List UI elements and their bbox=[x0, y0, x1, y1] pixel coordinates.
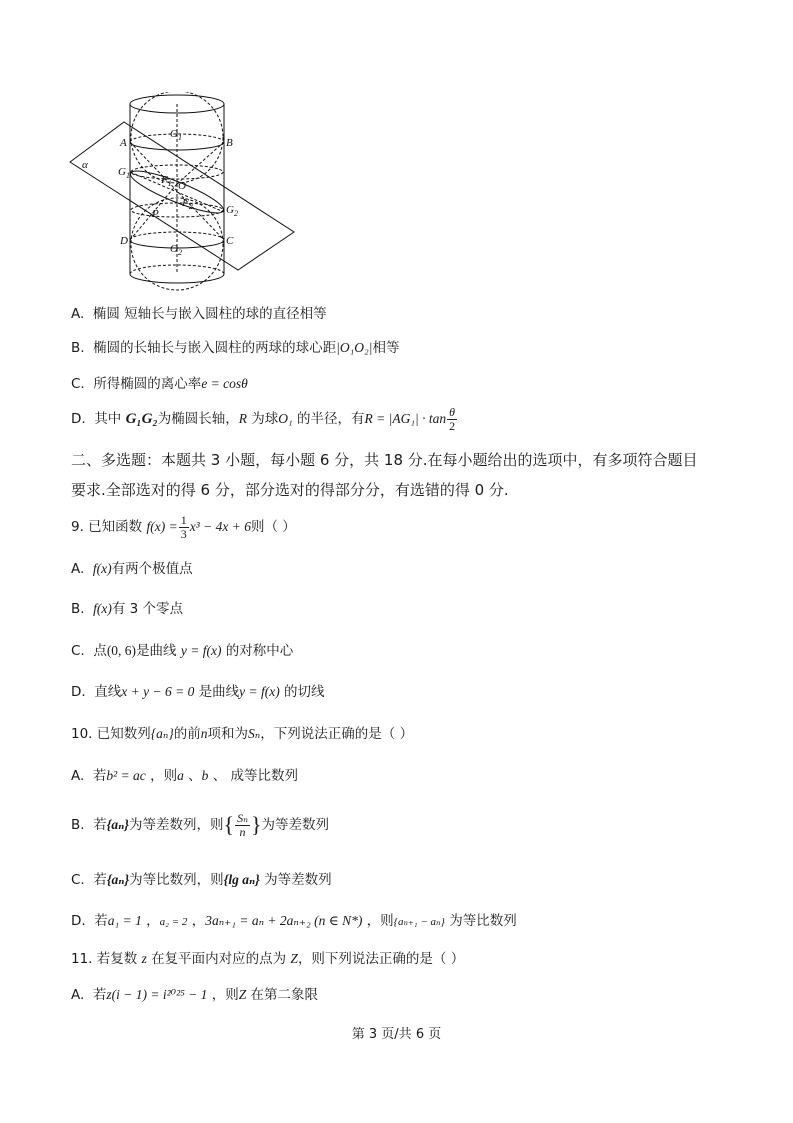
q9-option-a[interactable]: A. f(x)有两个极值点 bbox=[71, 561, 193, 577]
cylinder-figure bbox=[68, 92, 298, 292]
svg-text:O1: $O_1$ bbox=[170, 128, 182, 142]
label-P: P bbox=[152, 208, 159, 220]
label-O1: O bbox=[170, 128, 178, 140]
q10-option-c[interactable]: C. 若{aₙ}为等比数列，则{lg aₙ} 为等差数列 bbox=[71, 872, 332, 888]
label-C: C bbox=[226, 235, 234, 247]
page-footer: 第 3 页/共 6 页 bbox=[351, 1027, 442, 1042]
q10-stem: 10. 已知数列{aₙ}的前n项和为Sₙ，下列说法正确的是（ ） bbox=[71, 726, 414, 742]
label-O2: O bbox=[170, 243, 178, 255]
label-O: O bbox=[178, 180, 186, 192]
q9-option-d[interactable]: D. 直线x + y − 6 = 0 是曲线y = f(x) 的切线 bbox=[71, 684, 325, 700]
q10-option-a[interactable]: A. 若b² = ac ，则a 、b 、 成等比数列 bbox=[71, 768, 298, 784]
svg-text:G1: $G_1$ bbox=[118, 166, 130, 180]
section-2-heading-line2: 要求.全部选对的得 6 分，部分选对的得部分分，有选错的得 0 分. bbox=[71, 481, 509, 499]
q8-option-b[interactable]: B. 椭圆的长轴长与嵌入圆柱的两球的球心距|O₁O₂|相等 bbox=[71, 340, 400, 356]
q10-option-d[interactable]: D. 若a₁ = 1 ，a₂ = 2 ，3aₙ₊₁ = aₙ + 2aₙ₊₂ (n ∈ N*) ，则{aₙ₊₁ − aₙ} 为等比数列 bbox=[71, 913, 517, 929]
label-alpha: α bbox=[82, 159, 88, 171]
q9-option-c[interactable]: C. 点(0, 6)是曲线 y = f(x) 的对称中心 bbox=[71, 643, 294, 659]
label-G2: G bbox=[226, 204, 234, 216]
q11-stem: 11. 若复数 z 在复平面内对应的点为 Z，则下列说法正确的是（ ） bbox=[71, 951, 465, 967]
q9-stem: 9. 已知函数 f(x) = $\frac{1}{3}$ x³ − 4x + 6则（ ） bbox=[71, 513, 296, 541]
label-B: B bbox=[226, 137, 233, 149]
q10-option-b[interactable]: B. 若{aₙ}为等差数列，则{ $\frac{\text{Sₙ}}{n}$ }为等差数列 bbox=[71, 811, 329, 839]
q8-option-d[interactable]: D. 其中 G₁G₂为椭圆长轴，R 为球O₁ 的半径，有R = |AG₁| · tan $\frac{\theta}{2}$ bbox=[71, 405, 456, 433]
svg-text:O2: $O_2$ bbox=[170, 243, 182, 257]
q9-option-b[interactable]: B. f(x)有 3 个零点 bbox=[71, 601, 184, 617]
svg-text:F1: $F_1$ bbox=[161, 174, 172, 188]
label-A: A bbox=[120, 137, 127, 149]
q11-option-a[interactable]: A. 若z(i − 1) = i²⁰²⁵ − 1 ，则Z 在第二象限 bbox=[71, 987, 319, 1003]
fraction-theta-over-2: $\frac{\theta}{2}$ bbox=[449, 405, 456, 433]
svg-text:G2: $G_2$ bbox=[226, 204, 238, 218]
label-D: D bbox=[120, 235, 128, 247]
svg-text:F2: $F_2$ bbox=[182, 197, 193, 211]
label-G1: G bbox=[118, 166, 126, 178]
q8-option-a[interactable]: A. 椭圆 短轴长与嵌入圆柱的球的直径相等 bbox=[71, 306, 327, 322]
q8-option-c[interactable]: C. 所得椭圆的离心率e = cosθ bbox=[71, 376, 248, 392]
label-F2: F bbox=[182, 197, 189, 209]
label-F1: F bbox=[161, 174, 168, 186]
section-2-heading-line1: 二、多选题：本题共 3 小题，每小题 6 分，共 18 分.在每小题给出的选项中，有多项符合题目 bbox=[71, 451, 698, 469]
